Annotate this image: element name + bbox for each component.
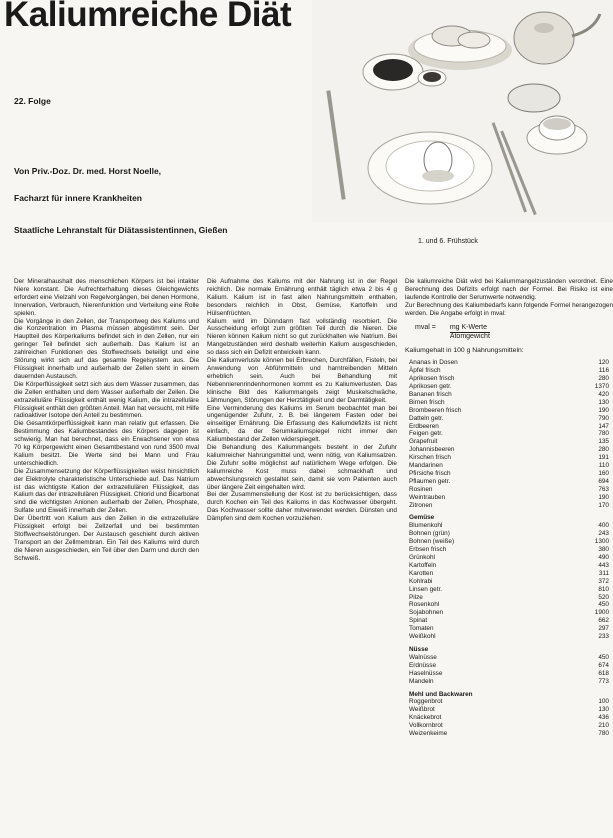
table-row (405, 486, 613, 494)
food-name: Johannisbeeren (409, 446, 455, 454)
table-row (405, 601, 613, 609)
food-name: Rosenkohl (409, 601, 440, 609)
potassium-value: 763 (598, 485, 609, 493)
breakfast-photo-illustration (312, 0, 613, 222)
paragraph: Die Vorgänge in den Zellen, der Transportweg des Kaliums und die Konzentration im Plasma müssen abgestimmt sein. Der Hauptteil des Körperkaliums befindet sich in den Zellen, nur ein geringer Teil befindet sich außerhalb. Das Kalium ist an zahlreichen Funktionen des Stoffwechsels beteiligt und eine Störung wirkt sich auf das gesamte Regelsystem aus. Die Flüssigkeit innerhalb und außerhalb der Zellen steht in einem dauernden Austausch. (14, 317, 199, 380)
potassium-value: 116 (598, 367, 609, 375)
food-name: Erdnüsse (409, 661, 436, 669)
food-name: Spinat (409, 617, 428, 625)
food-name: Mandeln (409, 677, 434, 685)
table-row (405, 546, 613, 554)
food-name: Knäckebrot (409, 714, 442, 722)
food-name: Weintrauben (409, 493, 446, 501)
potassium-value: 190 (598, 493, 609, 501)
table-row (405, 359, 613, 367)
potassium-value: 380 (598, 546, 609, 554)
table-row (405, 586, 613, 594)
potassium-value: 100 (598, 698, 609, 706)
table-row (405, 578, 613, 586)
potassium-value: 130 (598, 398, 609, 406)
table-row (405, 494, 613, 502)
food-name: Weißkohl (409, 633, 436, 641)
paragraph: Die Aufnahme des Kaliums mit der Nahrung ist in der Regel reichlich. Die normale Ernährung enthält täglich etwa 2 bis 4 g Kalium. Kalium ist in fast allen Nahrungsmitteln enthalten, besonders reichlich in Obst, Gemüse, Kartoffeln und Hülsenfrüchten. (207, 278, 397, 317)
table-row (405, 454, 613, 462)
potassium-formula (415, 324, 613, 342)
table-row (405, 654, 613, 662)
potassium-value: 436 (598, 714, 609, 722)
food-name: Rosinen (409, 485, 433, 493)
food-name: Pfirsiche frisch (409, 469, 451, 477)
table-group-heading (405, 686, 613, 699)
paragraph: Die Zusammensetzung der Körperflüssigkeiten weist hinsichtlich der Elektrolyte charakteristische Unterschiede auf. Das Natrium ist das wichtigste Kation der extrazellulären Flüssigkeit, das Kalium das der intrazellulären Flüssigkeit. Chlorid und Bicarbonat sind die wichtigsten Anionen außerhalb der Zellen, Phosphate, Sulfate und Eiweiß innerhalb der Zellen. (14, 467, 199, 515)
food-name: Aprikosen getr. (409, 382, 452, 390)
text-column-2 (207, 278, 397, 834)
food-name: Haselnüsse (409, 669, 443, 677)
potassium-value: 520 (598, 593, 609, 601)
paragraph: Eine Verminderung des Kaliums im Serum beobachtet man bei ungenügender Zufuhr, z. B. bei längerem Fasten oder bei einseitiger Ernährung. Die Erfassung des Kaliumdefizits ist nicht einfach, da der Serumkaliumspiegel nicht immer den Kaliumbestand der Zellen widerspiegelt. (207, 404, 397, 444)
photo-caption: 1. und 6. Frühstück (418, 238, 478, 245)
food-name: Pilze (409, 593, 423, 601)
potassium-value: 190 (598, 406, 609, 414)
food-name: Linsen getr. (409, 585, 443, 593)
food-name: Weißbrot (409, 706, 435, 714)
paragraph: Der Übertritt von Kalium aus den Zellen in die extrazelluläre Flüssigkeit erfolgt bei Zellzerfall und bei bestimmten Stoffwechselstörungen. Der Austausch geschieht durch aktiven Transport an der Zellmembran. Ein Teil des Kaliums wird durch die Nieren ausgeschieden, ein Teil über den Darm und durch den Schweiß. (14, 515, 199, 562)
potassium-value: 280 (598, 375, 609, 383)
food-name: Zitronen (409, 501, 433, 509)
table-row (405, 562, 613, 570)
potassium-value: 147 (598, 422, 609, 430)
potassium-value: 780 (598, 730, 609, 738)
potassium-value: 233 (598, 633, 609, 641)
potassium-value: 443 (598, 561, 609, 569)
potassium-value: 618 (598, 669, 609, 677)
food-name: Bohnen (grün) (409, 530, 450, 538)
formula-lhs: mval = (415, 323, 436, 331)
table-group-heading-label: Gemüse (409, 514, 435, 522)
table-row (405, 478, 613, 486)
food-name: Grünkohl (409, 554, 435, 561)
paragraph: Die kaliumreiche Diät wird bei Kaliummangelzuständen verordnet. Eine Berechnung des Defizits erfolgt nach der Formel. Bei Risiko ist eine laufende Kontrolle der Serumwerte notwendig. (405, 278, 613, 301)
text-column-1 (14, 278, 199, 834)
table-row (405, 698, 613, 706)
potassium-value: 110 (598, 462, 609, 470)
food-name: Grapefruit (409, 438, 438, 446)
food-name: Karotten (409, 569, 434, 577)
potassium-value: 297 (598, 625, 609, 633)
food-name: Blumenkohl (409, 522, 443, 530)
table-row (405, 554, 613, 562)
food-name: Walnüsse (409, 653, 437, 661)
table-row (405, 662, 613, 670)
potassium-value: 243 (598, 530, 609, 538)
food-name: Tomaten (409, 625, 434, 633)
table-row (405, 438, 613, 446)
potassium-value: 130 (598, 706, 609, 714)
food-name: Kohlrabi (409, 577, 433, 585)
table-row (405, 462, 613, 470)
potassium-value: 191 (598, 454, 609, 462)
table-row (405, 522, 613, 530)
paragraph: Der Mineralhaushalt des menschlichen Körpers ist bei intakter Niere konstant. Die Aufrechterhaltung dieses Gleichgewichts erfordert eine Vielzahl von Regelvorgängen, bei denen Hormone, Innervation, Verbrauch, Nierenfunktion und Verteilung eine Rolle spielen. (14, 278, 199, 317)
table-row (405, 594, 613, 602)
food-name: Weizenkeime (409, 730, 448, 738)
table-row (405, 706, 613, 714)
table-row (405, 470, 613, 478)
table-group-heading (405, 509, 613, 522)
food-name: Erbsen frisch (409, 546, 447, 554)
table-row (405, 446, 613, 454)
formula-denominator: Atomgewicht (449, 333, 490, 341)
paragraph: Bei der Zusammenstellung der Kost ist zu berücksichtigen, dass durch Kochen ein Teil des Kaliums in das Kochwasser übergeht. Das Kochwasser sollte daher mitverwendet werden. Dünsten und Dämpfen sind dem Kochen vorzuziehen. (207, 491, 397, 523)
page-title: Kaliumreiche Diät (4, 0, 292, 34)
potassium-value: 170 (598, 501, 609, 509)
potassium-value: 780 (598, 430, 609, 438)
potassium-value: 372 (598, 577, 609, 585)
paragraph: Zur Berechnung des Kaliumbedarfs kann folgende Formel herangezogen werden. Die Angabe erfolgt in mval: (405, 301, 613, 317)
potassium-value: 773 (598, 677, 609, 685)
table-row (405, 391, 613, 399)
paragraph: Kalium wird im Dünndarm fast vollständig resorbiert. Die Ausscheidung erfolgt zum größten Teil durch die Nieren. Die Nieren können Kalium nicht so gut zurückhalten wie Natrium. Bei Mangelzuständen wird deshalb weiterhin Kalium ausgeschieden, so dass sich ein Defizit entwickeln kann. (207, 317, 397, 357)
potassium-value: 1300 (594, 538, 609, 546)
table-row (405, 678, 613, 686)
table-group-heading-label: Nüsse (409, 645, 429, 653)
table-row (405, 730, 613, 738)
potassium-value: 790 (598, 414, 609, 422)
food-name: Ananas in Dosen (409, 359, 458, 367)
potassium-value: 311 (598, 569, 609, 577)
author-line: Von Priv.-Doz. Dr. med. Horst Noelle, (14, 166, 162, 176)
formula-numerator: mg K-Werte (450, 324, 490, 334)
table-row (405, 722, 613, 730)
table-row (405, 617, 613, 625)
paragraph: Die Behandlung des Kaliummangels besteht in der Zufuhr kaliumreicher Nahrungsmittel und, wenn nötig, von Kaliumsalzen. Die Zufuhr sollte möglichst auf natürlichem Wege erfolgen. Die kaliumreiche Kost muss dabei schmackhaft und abwechslungsreich gestaltet sein, damit sie vom Patienten auch über längere Zeit eingehalten wird. (207, 444, 397, 491)
potassium-value: 450 (598, 601, 609, 609)
food-name: Brombeeren frisch (409, 406, 462, 414)
text-column-3 (405, 278, 613, 834)
table-row (405, 570, 613, 578)
potassium-value: 120 (598, 359, 609, 367)
table-row (405, 633, 613, 641)
food-name: Feigen getr. (409, 430, 443, 438)
food-name: Sojabohnen (409, 609, 444, 617)
paragraph: Die Gesamtkörperflüssigkeit kann man relativ gut erfassen. Die Bestimmung des Kaliumbestandes des Körpers dagegen ist schwierig. Man hat berechnet, dass ein Erwachsener von etwa 70 kg Körpergewicht einen Gesamtbestand von rund 3500 mval Kalium besitzt. Die Werte sind bei Mann und Frau unterschiedlich. (14, 420, 199, 467)
author-specialty: Facharzt für innere Krankheiten (14, 193, 143, 203)
potassium-value: 450 (598, 653, 609, 661)
food-name: Aprikosen frisch (409, 375, 455, 383)
table-row (405, 530, 613, 538)
formula-fraction (450, 324, 490, 342)
food-name: Bohnen (weiße) (409, 538, 455, 546)
breakfast-photo (312, 0, 613, 222)
paragraph: Die Körperflüssigkeit setzt sich aus dem Wasser zusammen, das die Zellen enthalten und dem Wasser außerhalb der Zellen. Die extrazelluläre Flüssigkeit enthält wenig Kalium, die intrazelluläre Flüssigkeit enthält den größten Anteil. Man hat versucht, mit Hilfe radioaktiver Isotope den Anteil zu bestimmen. (14, 380, 199, 420)
food-name: Kirschen frisch (409, 454, 451, 462)
food-name: Pflaumen getr. (409, 477, 451, 485)
potassium-value: 280 (598, 446, 609, 454)
table-row (405, 609, 613, 617)
potassium-value: 490 (598, 554, 609, 561)
table-row (405, 538, 613, 546)
food-name: Bananen frisch (409, 390, 452, 398)
potassium-value: 1900 (594, 609, 609, 617)
potassium-value: 160 (598, 469, 609, 477)
table-row (405, 383, 613, 391)
food-name: Vollkornbrot (409, 722, 443, 730)
potassium-value: 810 (598, 585, 609, 593)
paragraph: Die Kaliumverluste können bei Erbrechen, Durchfällen, Fisteln, bei Anwendung von Abführmitteln und harntreibenden Mitteln erheblich sein. Auch bei Behandlung mit Nebennierenrindenhormonen kommt es zu Kaliumverlusten. Das klinische Bild des Kaliummangels zeigt Muskelschwäche, Lähmungen, Störungen der Herztätigkeit und der Darmtätigkeit. (207, 357, 397, 404)
food-name: Birnen frisch (409, 398, 445, 406)
table-row (405, 502, 613, 510)
potassium-value: 135 (598, 438, 609, 446)
potassium-value: 694 (598, 477, 609, 485)
table-row (405, 670, 613, 678)
potassium-value: 210 (598, 722, 609, 730)
food-name: Roggenbrot (409, 698, 443, 706)
potassium-value: 674 (598, 661, 609, 669)
author-institution: Staatliche Lehranstalt für Diätassistentinnen, Gießen (14, 225, 228, 235)
potassium-content-table (405, 359, 613, 738)
potassium-value: 420 (598, 390, 609, 398)
series-number: 22. Folge (14, 96, 51, 106)
table-row (405, 430, 613, 438)
food-name: Äpfel frisch (409, 367, 441, 375)
table-group-heading (405, 641, 613, 654)
table-row (405, 415, 613, 423)
table-row (405, 714, 613, 722)
table-row (405, 399, 613, 407)
table-row (405, 423, 613, 431)
potassium-value: 662 (598, 617, 609, 625)
potassium-value: 400 (598, 522, 609, 530)
food-name: Datteln getr. (409, 414, 444, 422)
food-name: Kartoffeln (409, 561, 437, 569)
food-name: Erdbeeren (409, 422, 439, 430)
table-row (405, 367, 613, 375)
table-row (405, 407, 613, 415)
table-row (405, 625, 613, 633)
table-row (405, 375, 613, 383)
potassium-table-title: Kaliumgehalt in 100 g Nahrungsmitteln: (405, 347, 524, 355)
food-name: Mandarinen (409, 462, 443, 470)
table-group-heading-label: Mehl und Backwaren (409, 690, 473, 698)
potassium-value: 1370 (594, 382, 609, 390)
